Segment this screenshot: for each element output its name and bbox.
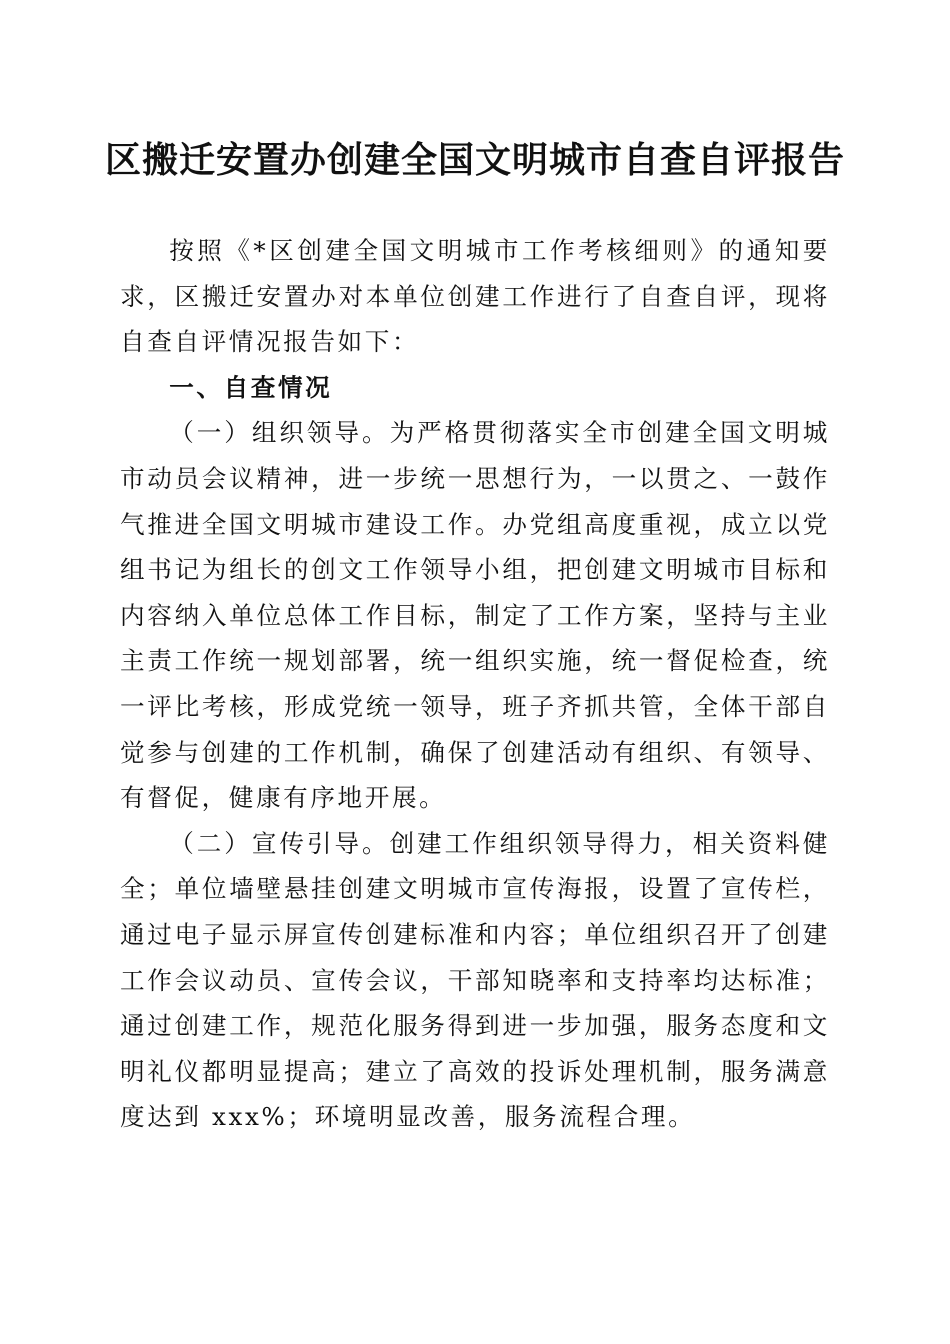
paragraph-publicity: （二）宣传引导。创建工作组织领导得力，相关资料健全；单位墙壁悬挂创建文明城市宣传海报，设置了宣传栏，通过电子显示屏宣传创建标准和内容；单位组织召开了创建工作会议动员、宣传会议，干部知晓率和支持率均达标准；通过创建工作，规范化服务得到进一步加强，服务态度和文明礼仪都明显提高；建立了高效的投诉处理机制，服务满意度达到 xxx%；环境明显改善，服务流程合理。	[120, 828, 830, 1132]
document-title: 区搬迁安置办创建全国文明城市自查自评报告	[104, 139, 845, 181]
paragraph-organization: （一）组织领导。为严格贯彻落实全市创建全国文明城市动员会议精神，进一步统一思想行为，一以贯之、一鼓作气推进全国文明城市建设工作。办党组高度重视，成立以党组书记为组长的创文工作领导小组，把创建文明城市目标和内容纳入单位总体工作目标，制定了工作方案，坚持与主业主责工作统一规划部署，统一组织实施，统一督促检查，统一评比考核，形成党统一领导，班子齐抓共管，全体干部自觉参与创建的工作机制，确保了创建活动有组织、有领导、有督促，健康有序地开展。	[120, 418, 830, 813]
section-heading: 一、自查情况	[169, 372, 333, 402]
document-body	[120, 228, 830, 1140]
intro-paragraph: 按照《*区创建全国文明城市工作考核细则》的通知要求，区搬迁安置办对本单位创建工作进行了自查自评，现将自查自评情况报告如下：	[120, 236, 830, 357]
